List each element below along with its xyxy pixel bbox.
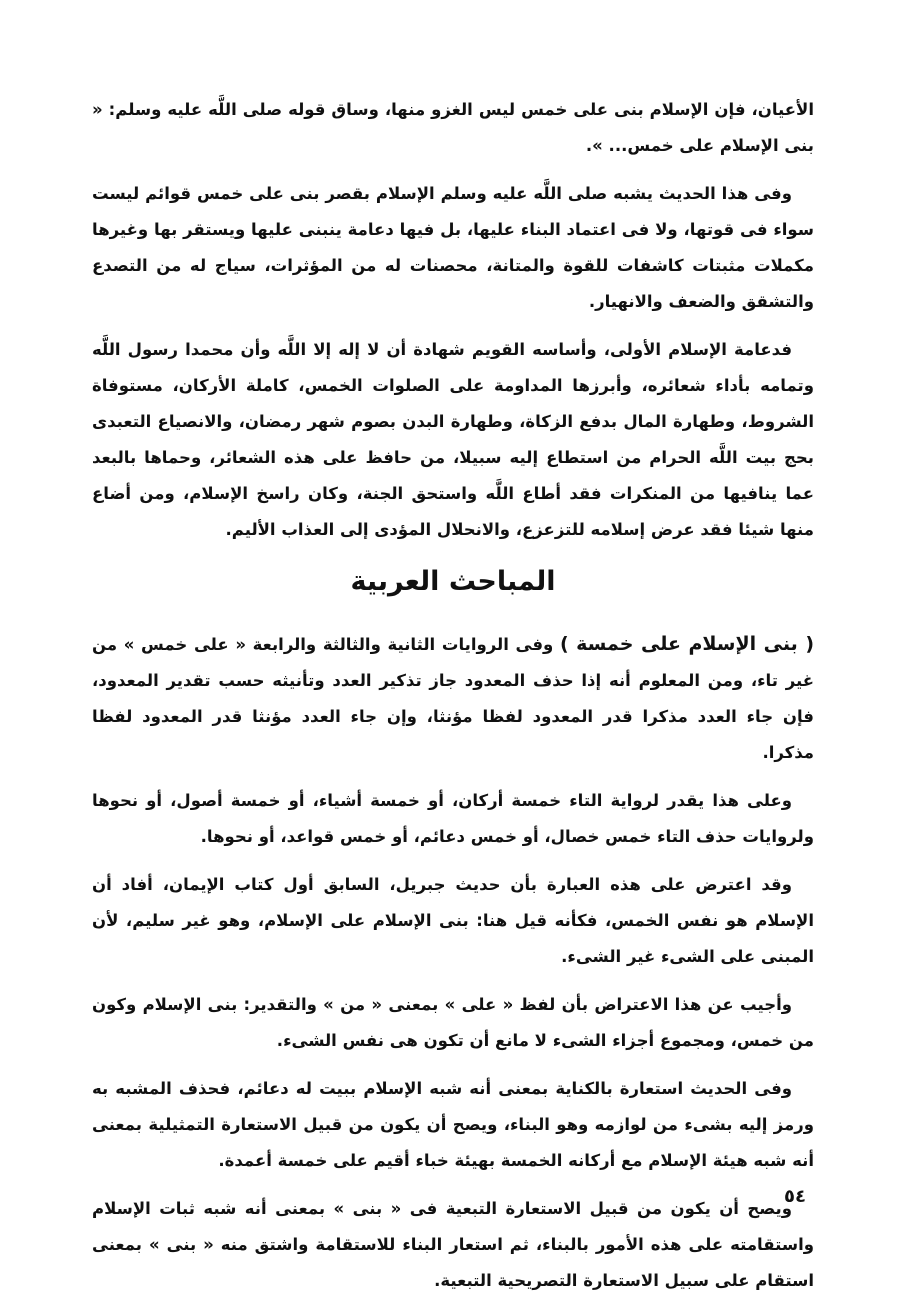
paragraph-lead — [92, 626, 814, 771]
lead-text: وفى الروايات الثانية والثالثة والرابعة « على خمس » من غير تاء، ومن المعلوم أنه إذا حذف المعدود جاز تذكير العدد وتأنيثه حسب تقدير المعدود، فإن جاء العدد مذكرا قدر المعدود لفظا مؤنثا، وإن جاء العدد مؤنثا قدر المعدود لفظا مذكرا. — [92, 635, 814, 762]
paragraph-counting: وعلى هذا يقدر لرواية التاء خمسة أركان، أو خمسة أشياء، أو خمسة أصول، أو نحوها ولروايات حذف التاء خمس خصال، أو خمس دعائم، أو خمس قواعد، أو نحوها. — [92, 791, 814, 846]
paragraph-answer: وأجيب عن هذا الاعتراض بأن لفظ « على » بمعنى « من » والتقدير: بنى الإسلام وكون من خمس، ومجموع أجزاء الشىء لا مانع أن تكون هى نفس الشىء. — [92, 995, 814, 1050]
paragraph-continuation: الأعيان، فإن الإسلام بنى على خمس ليس الغزو منها، وساق قوله صلى اللَّه عليه وسلم: « بنى الإسلام على خمس... ». — [92, 100, 814, 155]
paragraph-objection: وقد اعترض على هذه العبارة بأن حديث جبريل، السابق أول كتاب الإيمان، أفاد أن الإسلام هو نفس الخمس، فكأنه قيل هنا: بنى الإسلام على الإسلام، وهو غير سليم، لأن المبنى على الشىء غير الشىء. — [92, 875, 814, 966]
page-number: ٥٤ — [784, 1186, 806, 1207]
paragraph-subordinate-metaphor: ويصح أن يكون من قبيل الاستعارة التبعية فى « بنى » بمعنى أنه شبه ثبات الإسلام واستقامته على هذه الأمور بالبناء، ثم استعار البناء للاستقامة واشتق منه « بنى » بمعنى استقام على سبيل الاستعارة التصريحية التبعية. — [92, 1199, 814, 1290]
paragraph-hadith-analogy: وفى هذا الحديث يشبه صلى اللَّه عليه وسلم الإسلام بقصر بنى على خمس قوائم ليست سواء فى قوتها، ولا فى اعتماد البناء عليها، بل فيها دعامة ينبنى عليها ويستقر بها وغيرها مكملات مثبتات كاشفات للقوة والمتانة، محصنات له من المؤثرات، سياج له من التصدع والتشقق والضعف والانهيار. — [92, 184, 814, 311]
document-page — [92, 92, 814, 1311]
section-heading: المباحث العربية — [350, 566, 556, 597]
paragraph-metaphor: وفى الحديث استعارة بالكناية بمعنى أنه شبه الإسلام ببيت له دعائم، فحذف المشبه به ورمز إليه بشىء من لوازمه وهو البناء، ويصح أن يكون من قبيل الاستعارة التمثيلية بمعنى أنه شبه هيئة الإسلام مع أركانه الخمسة بهيئة خباء أقيم على خمسة أعمدة. — [92, 1079, 814, 1170]
lead-phrase: ( بنى الإسلام على خمسة ) — [559, 633, 815, 655]
paragraph-pillars: فدعامة الإسلام الأولى، وأساسه القويم شهادة أن لا إله إلا اللَّه وأن محمدا رسول اللَّه وتمامه بأداء شعائره، وأبرزها المداومة على الصلوات الخمس، كاملة الأركان، مستوفاة الشروط، وطهارة المال بدفع الزكاة، وطهارة البدن بصوم شهر رمضان، والانصياع التعبدى بحج بيت اللَّه الحرام من استطاع إليه سبيلا، من حافظ على هذه الشعائر، وحماها بالبعد عما ينافيها من المنكرات فقد أطاع اللَّه واستحق الجنة، وكان راسخ الإسلام، ومن أضاع منها شيئا فقد عرض إسلامه للتزعزع، والانحلال المؤدى إلى العذاب الأليم. — [92, 340, 814, 539]
